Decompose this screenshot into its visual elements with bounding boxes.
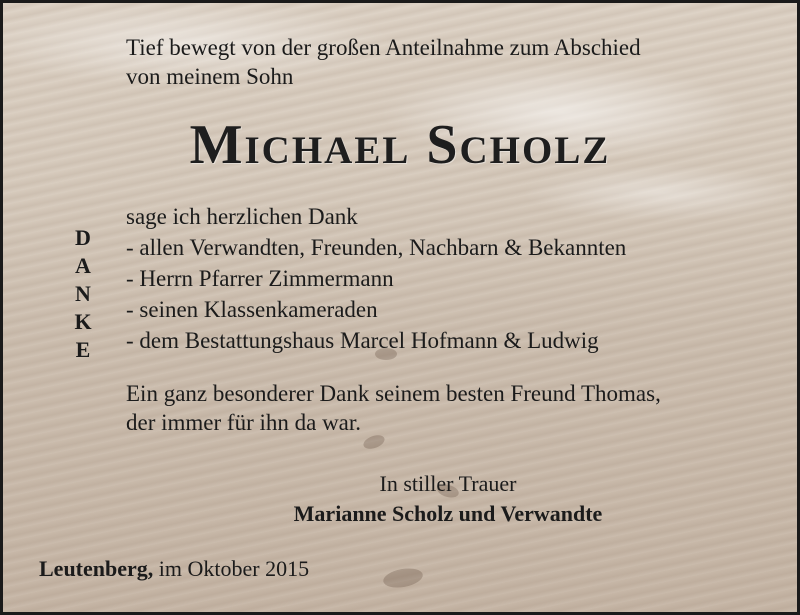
intro-line-1: Tief bewegt von der großen Anteilnahme zum Abschied <box>126 35 641 60</box>
thanks-lead: sage ich herzlichen Dank <box>126 204 358 229</box>
place-name: Leutenberg, <box>39 556 154 581</box>
danke-vertical-label <box>71 224 95 364</box>
danke-letter: D <box>75 225 91 250</box>
intro-line-2: von meinem Sohn <box>126 64 294 89</box>
thanks-item: - allen Verwandten, Freunden, Nachbarn & Bekannten <box>126 235 627 260</box>
footprint-decoration <box>382 566 425 591</box>
mourning-line: In stiller Trauer <box>379 471 517 496</box>
thanks-item: - Herrn Pfarrer Zimmermann <box>126 266 394 291</box>
place-date <box>39 556 309 582</box>
danke-letter: N <box>75 281 91 306</box>
deceased-name: Michael Scholz <box>189 114 611 176</box>
date-text: im Oktober 2015 <box>158 556 310 581</box>
thanks-list <box>126 201 626 356</box>
danke-letter: A <box>75 253 91 278</box>
special-thanks <box>126 379 661 437</box>
mourning-signature <box>203 469 693 529</box>
danke-letter: E <box>75 337 91 362</box>
danke-letter: K <box>74 309 92 334</box>
intro-text <box>126 33 641 91</box>
special-thanks-line-2: der immer für ihn da war. <box>126 410 362 435</box>
thanks-item: - seinen Klassenkameraden <box>126 297 378 322</box>
family-name: Marianne Scholz und Verwandte <box>293 501 603 526</box>
thanks-item: - dem Bestattungshaus Marcel Hofmann & Ludwig <box>126 328 599 353</box>
special-thanks-line-1: Ein ganz besonderer Dank seinem besten Freund Thomas, <box>126 381 661 406</box>
